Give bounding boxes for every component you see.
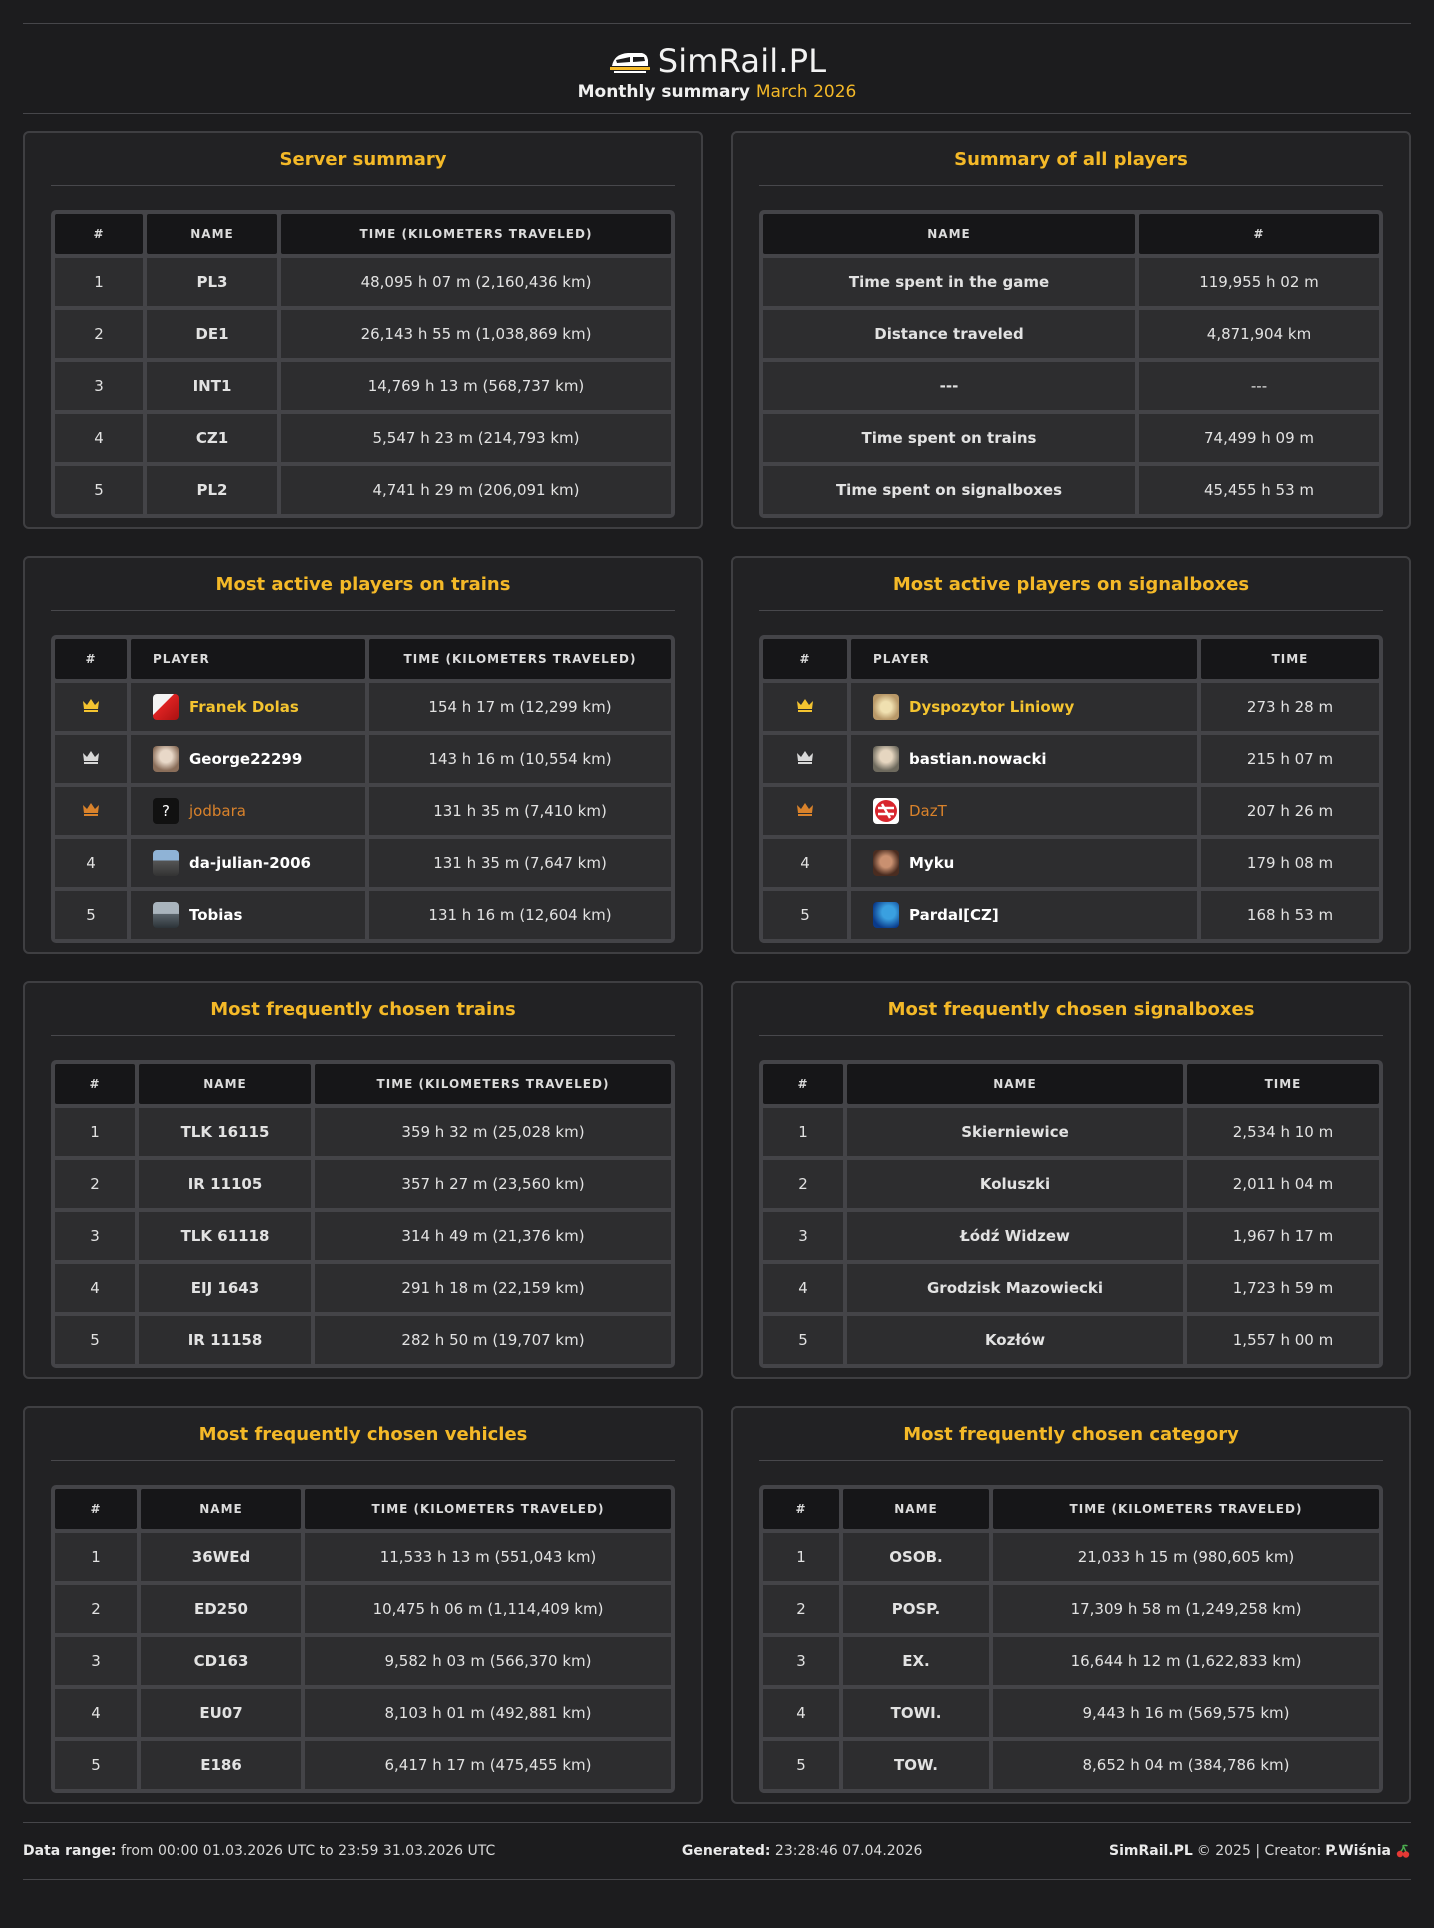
player-cell	[851, 787, 1197, 835]
table-header-row	[763, 639, 1379, 679]
table-row	[55, 891, 671, 939]
rank-cell: 4	[55, 1264, 135, 1312]
col-player: PLAYER	[851, 639, 1197, 679]
cherry-icon	[1395, 1843, 1411, 1859]
player-name-link[interactable]: bastian.nowacki	[909, 750, 1047, 768]
player-name-link[interactable]: Myku	[909, 854, 955, 872]
rank-cell	[55, 787, 127, 835]
col-rank: #	[55, 639, 127, 679]
col-time: TIME (KILOMETERS TRAVELED)	[369, 639, 671, 679]
player-cell	[131, 891, 365, 939]
value-cell: 273 h 28 m	[1201, 683, 1379, 731]
col-time: TIME (KILOMETERS TRAVELED)	[315, 1064, 671, 1104]
value-cell: 357 h 27 m (23,560 km)	[315, 1160, 671, 1208]
table-row	[763, 683, 1379, 731]
name-cell: 36WEd	[141, 1533, 301, 1581]
table-header-row	[55, 214, 671, 254]
col-rank: #	[55, 1489, 137, 1529]
table-row	[55, 1637, 671, 1685]
player-name-link[interactable]: Dyspozytor Liniowy	[909, 698, 1075, 716]
col-time: TIME (KILOMETERS TRAVELED)	[993, 1489, 1379, 1529]
rank-cell: 5	[55, 1316, 135, 1364]
col-rank: #	[55, 1064, 135, 1104]
rank-cell: 3	[55, 362, 143, 410]
col-player: PLAYER	[131, 639, 365, 679]
name-cell: CZ1	[147, 414, 277, 462]
value-cell: 16,644 h 12 m (1,622,833 km)	[993, 1637, 1379, 1685]
player-avatar	[873, 850, 899, 876]
credits	[1109, 1843, 1411, 1859]
name-cell: INT1	[147, 362, 277, 410]
rank-cell: 4	[55, 1689, 137, 1737]
card-title: Most frequently chosen vehicles	[198, 1424, 528, 1445]
col-time: TIME (KILOMETERS TRAVELED)	[281, 214, 671, 254]
value-cell: 2,011 h 04 m	[1187, 1160, 1379, 1208]
rank-cell: 3	[55, 1212, 135, 1260]
table-row	[763, 891, 1379, 939]
name-cell: DE1	[147, 310, 277, 358]
player-name-link[interactable]: Tobias	[189, 906, 243, 924]
generated-info	[682, 1843, 923, 1859]
subtitle-prefix: Monthly summary	[577, 82, 750, 102]
table-header-row	[55, 1064, 671, 1104]
card-title: Server summary	[279, 149, 447, 170]
players-summary-card	[731, 131, 1411, 529]
rank-cell: 5	[55, 1741, 137, 1789]
stats-grid	[23, 131, 1411, 1804]
card-title: Summary of all players	[954, 149, 1188, 170]
col-name: NAME	[763, 214, 1135, 254]
table-row	[763, 1160, 1379, 1208]
value-cell: 215 h 07 m	[1201, 735, 1379, 783]
table-header-row	[55, 639, 671, 679]
player-cell	[851, 683, 1197, 731]
rank-cell: 2	[763, 1585, 839, 1633]
rank-cell: 1	[55, 1108, 135, 1156]
player-avatar	[873, 746, 899, 772]
col-rank: #	[763, 639, 847, 679]
player-name-link[interactable]: jodbara	[189, 802, 246, 820]
bronze-crown-icon	[82, 802, 100, 816]
value-cell: 74,499 h 09 m	[1139, 414, 1379, 462]
vehicles-card	[23, 1406, 703, 1804]
name-cell: Distance traveled	[763, 310, 1135, 358]
col-time: TIME	[1187, 1064, 1379, 1104]
player-avatar	[153, 694, 179, 720]
value-cell: 291 h 18 m (22,159 km)	[315, 1264, 671, 1312]
name-cell: Kozłów	[847, 1316, 1183, 1364]
trains-card	[23, 981, 703, 1379]
col-value: #	[1139, 214, 1379, 254]
table-header-row	[763, 214, 1379, 254]
table-row	[55, 1160, 671, 1208]
table-row	[763, 1741, 1379, 1789]
name-cell: E186	[141, 1741, 301, 1789]
rank-cell: 1	[55, 258, 143, 306]
table-row	[55, 258, 671, 306]
table-row	[763, 310, 1379, 358]
generated-label: Generated:	[681, 1843, 771, 1859]
footer-brand-link[interactable]: SimRail.PL	[1109, 1843, 1193, 1859]
table-row	[763, 1637, 1379, 1685]
rank-cell: 4	[763, 839, 847, 887]
active-signalboxes-card	[731, 556, 1411, 954]
table-row	[55, 362, 671, 410]
table-row	[55, 1108, 671, 1156]
player-cell	[131, 735, 365, 783]
value-cell: 14,769 h 13 m (568,737 km)	[281, 362, 671, 410]
players-summary-table	[759, 210, 1383, 518]
table-row	[55, 466, 671, 514]
value-cell: 48,095 h 07 m (2,160,436 km)	[281, 258, 671, 306]
rank-cell	[55, 735, 127, 783]
player-name-link[interactable]: Franek Dolas	[189, 698, 299, 716]
value-cell: 154 h 17 m (12,299 km)	[369, 683, 671, 731]
rank-cell: 5	[763, 1741, 839, 1789]
rank-cell: 5	[763, 891, 847, 939]
name-cell: Time spent in the game	[763, 258, 1135, 306]
rank-cell	[763, 683, 847, 731]
player-cell	[851, 891, 1197, 939]
table-row	[763, 735, 1379, 783]
data-range-value: from 00:00 01.03.2026 UTC to 23:59 31.03.2026 UTC	[120, 1843, 496, 1859]
rank-cell	[763, 787, 847, 835]
value-cell: 179 h 08 m	[1201, 839, 1379, 887]
brand-name: SimRail.PL	[657, 42, 827, 80]
generated-value: 23:28:46 07.04.2026	[774, 1843, 923, 1859]
player-name-link[interactable]: Pardal[CZ]	[909, 906, 999, 924]
card-title: Most frequently chosen category	[903, 1424, 1239, 1445]
rank-cell: 1	[763, 1533, 839, 1581]
col-name: NAME	[147, 214, 277, 254]
table-row	[763, 1585, 1379, 1633]
name-cell: TLK 16115	[139, 1108, 311, 1156]
signalboxes-card	[731, 981, 1411, 1379]
player-name-link[interactable]: George22299	[189, 750, 303, 768]
col-rank: #	[763, 1489, 839, 1529]
rank-cell: 5	[55, 891, 127, 939]
name-cell: TOWI.	[843, 1689, 989, 1737]
table-row	[763, 1533, 1379, 1581]
player-avatar	[153, 850, 179, 876]
player-name-link[interactable]: DazT	[909, 802, 947, 820]
rank-cell: 4	[763, 1264, 843, 1312]
silver-crown-icon	[796, 750, 814, 764]
active-signalboxes-table	[759, 635, 1383, 943]
footer-row	[23, 1823, 1411, 1879]
value-cell: 17,309 h 58 m (1,249,258 km)	[993, 1585, 1379, 1633]
col-rank: #	[763, 1064, 843, 1104]
name-cell: Time spent on trains	[763, 414, 1135, 462]
name-cell: IR 11158	[139, 1316, 311, 1364]
card-title: Most active players on trains	[215, 574, 511, 595]
name-cell: POSP.	[843, 1585, 989, 1633]
table-row	[763, 1689, 1379, 1737]
col-name: NAME	[141, 1489, 301, 1529]
value-cell: 2,534 h 10 m	[1187, 1108, 1379, 1156]
value-cell: 359 h 32 m (25,028 km)	[315, 1108, 671, 1156]
rank-cell: 1	[55, 1533, 137, 1581]
table-row	[55, 1316, 671, 1364]
rank-cell: 4	[55, 414, 143, 462]
rank-cell: 3	[763, 1212, 843, 1260]
rank-cell: 2	[55, 1585, 137, 1633]
table-header-row	[763, 1064, 1379, 1104]
name-cell: Grodzisk Mazowiecki	[847, 1264, 1183, 1312]
table-row	[55, 735, 671, 783]
footer-copyright: © 2025 | Creator:	[1196, 1843, 1322, 1859]
brand[interactable]	[23, 42, 1411, 80]
rank-cell: 2	[763, 1160, 843, 1208]
table-row	[55, 1741, 671, 1789]
name-cell: CD163	[141, 1637, 301, 1685]
player-cell	[851, 735, 1197, 783]
value-cell: 11,533 h 13 m (551,043 km)	[305, 1533, 671, 1581]
rank-cell: 2	[55, 310, 143, 358]
value-cell: 8,652 h 04 m (384,786 km)	[993, 1741, 1379, 1789]
table-header-row	[763, 1489, 1379, 1529]
table-row	[763, 1316, 1379, 1364]
rank-cell: 3	[763, 1637, 839, 1685]
value-cell: 1,557 h 00 m	[1187, 1316, 1379, 1364]
active-trains-card	[23, 556, 703, 954]
value-cell: 143 h 16 m (10,554 km)	[369, 735, 671, 783]
name-cell: OSOB.	[843, 1533, 989, 1581]
silver-crown-icon	[82, 750, 100, 764]
page-footer	[23, 1822, 1411, 1880]
subtitle-month: March 2026	[755, 82, 857, 102]
vehicles-table	[51, 1485, 675, 1793]
table-row	[55, 1689, 671, 1737]
train-logo-icon	[608, 46, 650, 76]
table-row	[763, 1108, 1379, 1156]
name-cell: TLK 61118	[139, 1212, 311, 1260]
name-cell: PL3	[147, 258, 277, 306]
gold-crown-icon	[82, 698, 100, 712]
card-title: Most frequently chosen signalboxes	[887, 999, 1255, 1020]
name-cell: Skierniewice	[847, 1108, 1183, 1156]
name-cell: EU07	[141, 1689, 301, 1737]
signalboxes-table	[759, 1060, 1383, 1368]
value-cell: 168 h 53 m	[1201, 891, 1379, 939]
value-cell: 10,475 h 06 m (1,114,409 km)	[305, 1585, 671, 1633]
table-row	[55, 1585, 671, 1633]
value-cell: 1,723 h 59 m	[1187, 1264, 1379, 1312]
bronze-crown-icon	[796, 802, 814, 816]
name-cell: ED250	[141, 1585, 301, 1633]
creator-link[interactable]: P.Wiśnia	[1325, 1843, 1391, 1859]
page-header	[23, 24, 1411, 120]
category-table	[759, 1485, 1383, 1793]
table-row	[763, 1212, 1379, 1260]
table-row	[55, 683, 671, 731]
table-row	[55, 1212, 671, 1260]
header-divider	[23, 113, 1411, 114]
table-row	[55, 787, 671, 835]
player-avatar	[153, 902, 179, 928]
server-summary-table	[51, 210, 675, 518]
player-avatar	[873, 694, 899, 720]
table-row	[55, 414, 671, 462]
table-row	[763, 839, 1379, 887]
rank-cell: 3	[55, 1637, 137, 1685]
table-row	[55, 310, 671, 358]
player-name-link[interactable]: da-julian-2006	[189, 854, 311, 872]
table-row	[55, 1264, 671, 1312]
name-cell: ---	[763, 362, 1135, 410]
name-cell: Time spent on signalboxes	[763, 466, 1135, 514]
player-cell	[131, 683, 365, 731]
gold-crown-icon	[796, 698, 814, 712]
table-row	[763, 1264, 1379, 1312]
unknown-avatar-icon: ?	[153, 798, 179, 824]
value-cell: 45,455 h 53 m	[1139, 466, 1379, 514]
trains-table	[51, 1060, 675, 1368]
name-cell: IR 11105	[139, 1160, 311, 1208]
table-row	[55, 1533, 671, 1581]
col-rank: #	[55, 214, 143, 254]
name-cell: Koluszki	[847, 1160, 1183, 1208]
value-cell: 5,547 h 23 m (214,793 km)	[281, 414, 671, 462]
table-row	[763, 258, 1379, 306]
table-row	[763, 787, 1379, 835]
value-cell: 26,143 h 55 m (1,038,869 km)	[281, 310, 671, 358]
table-header-row	[55, 1489, 671, 1529]
rank-cell: 5	[763, 1316, 843, 1364]
col-name: NAME	[843, 1489, 989, 1529]
rank-cell: 1	[763, 1108, 843, 1156]
rail-logo-avatar-icon	[873, 798, 899, 824]
player-avatar	[873, 902, 899, 928]
rank-cell: 5	[55, 466, 143, 514]
col-name: NAME	[139, 1064, 311, 1104]
value-cell: 314 h 49 m (21,376 km)	[315, 1212, 671, 1260]
category-card	[731, 1406, 1411, 1804]
value-cell: ---	[1139, 362, 1379, 410]
player-avatar	[153, 746, 179, 772]
rank-cell	[55, 683, 127, 731]
value-cell: 8,103 h 01 m (492,881 km)	[305, 1689, 671, 1737]
value-cell: 207 h 26 m	[1201, 787, 1379, 835]
name-cell: TOW.	[843, 1741, 989, 1789]
value-cell: 119,955 h 02 m	[1139, 258, 1379, 306]
page-subtitle	[23, 82, 1411, 102]
data-range-label: Data range:	[23, 1843, 117, 1859]
value-cell: 9,582 h 03 m (566,370 km)	[305, 1637, 671, 1685]
rank-cell	[763, 735, 847, 783]
player-cell	[851, 839, 1197, 887]
data-range	[23, 1843, 495, 1859]
card-title: Most frequently chosen trains	[210, 999, 516, 1020]
bottom-divider	[23, 1879, 1411, 1880]
player-cell	[131, 839, 365, 887]
name-cell: PL2	[147, 466, 277, 514]
table-row	[763, 466, 1379, 514]
value-cell: 131 h 16 m (12,604 km)	[369, 891, 671, 939]
rank-cell: 4	[55, 839, 127, 887]
player-cell	[131, 787, 365, 835]
table-row	[763, 362, 1379, 410]
rank-cell: 4	[763, 1689, 839, 1737]
col-name: NAME	[847, 1064, 1183, 1104]
card-title: Most active players on signalboxes	[892, 574, 1250, 595]
value-cell: 1,967 h 17 m	[1187, 1212, 1379, 1260]
value-cell: 6,417 h 17 m (475,455 km)	[305, 1741, 671, 1789]
rank-cell: 2	[55, 1160, 135, 1208]
name-cell: Łódź Widzew	[847, 1212, 1183, 1260]
name-cell: EX.	[843, 1637, 989, 1685]
value-cell: 4,871,904 km	[1139, 310, 1379, 358]
value-cell: 131 h 35 m (7,647 km)	[369, 839, 671, 887]
value-cell: 131 h 35 m (7,410 km)	[369, 787, 671, 835]
value-cell: 21,033 h 15 m (980,605 km)	[993, 1533, 1379, 1581]
value-cell: 9,443 h 16 m (569,575 km)	[993, 1689, 1379, 1737]
col-time: TIME (KILOMETERS TRAVELED)	[305, 1489, 671, 1529]
table-row	[763, 414, 1379, 462]
value-cell: 282 h 50 m (19,707 km)	[315, 1316, 671, 1364]
server-summary-card	[23, 131, 703, 529]
name-cell: EIJ 1643	[139, 1264, 311, 1312]
col-time: TIME	[1201, 639, 1379, 679]
active-trains-table	[51, 635, 675, 943]
value-cell: 4,741 h 29 m (206,091 km)	[281, 466, 671, 514]
table-row	[55, 839, 671, 887]
